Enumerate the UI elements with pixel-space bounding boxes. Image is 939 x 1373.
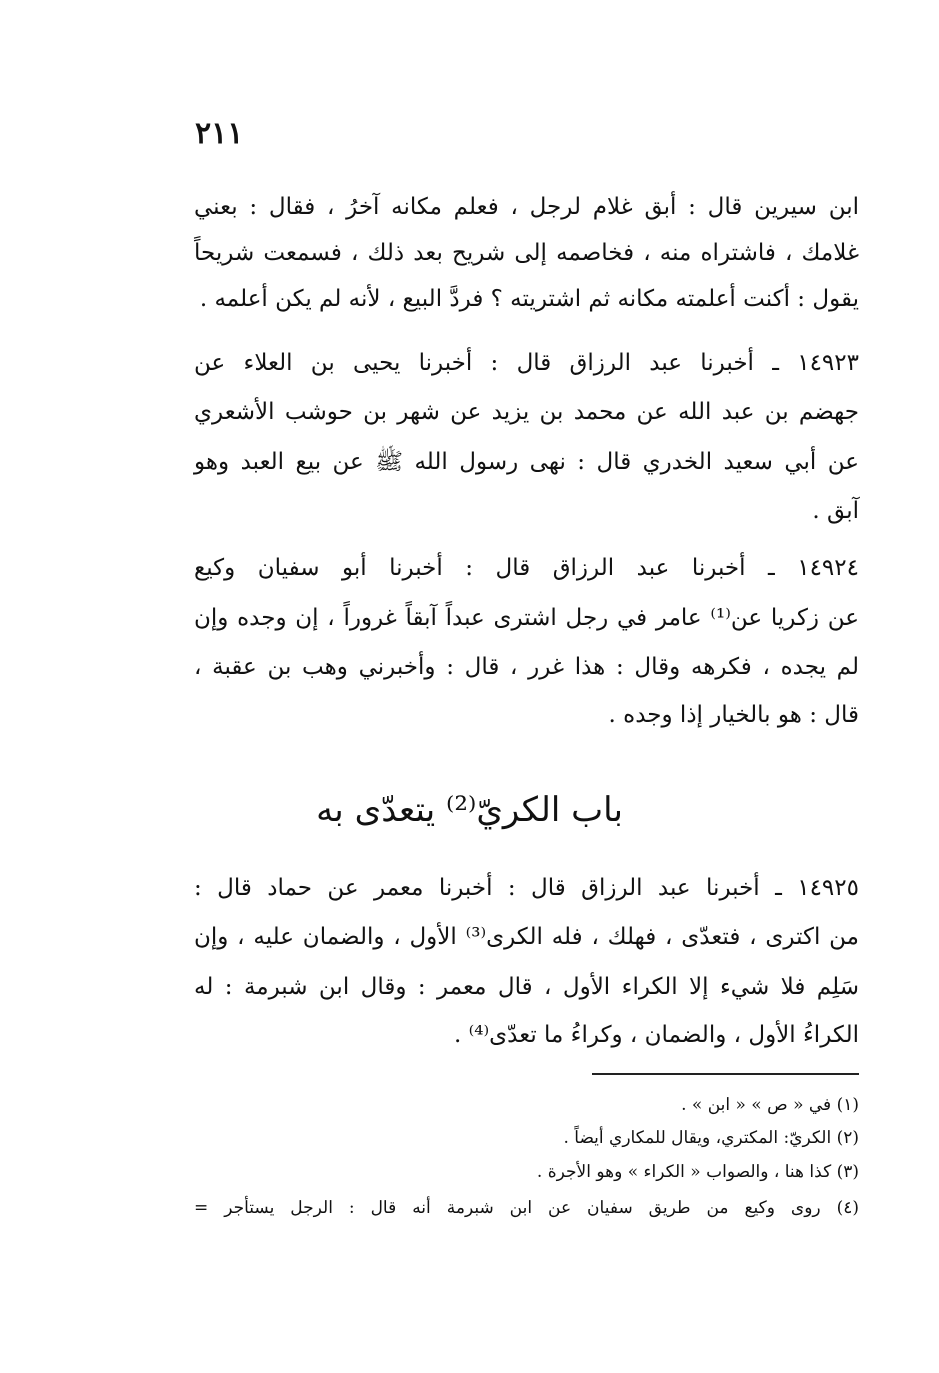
text-line: قال : هو بالخيار إذا وجده . (608, 702, 859, 728)
text-line: سَلِم فلا شيء إلا الكراء الأول ، قال معمر : وقال ابن شبرمة : له (194, 974, 859, 1000)
footnote-separator (592, 1073, 859, 1075)
text-line: غلامك ، فاشتراه منه ، فخاصمه إلى شريح بعد ذلك ، فسمعت شريحاً (194, 240, 859, 266)
text-line: ١٤٩٢٤ ـ أخبرنا عبد الرزاق قال : أخبرنا أبو سفيان وكيع (194, 555, 859, 581)
text-line: لم يجده ، فكرهه وقال : هذا غرر ، قال : وأخبرني وهب بن عقبة ، (194, 654, 859, 680)
text-line: آبق . (812, 498, 859, 524)
footnote: (١) في « ص » « ابن » . (681, 1095, 859, 1115)
text-line: ابن سيرين قال : أبق غلام لرجل ، فعلم مكانه آخرُ ، فقال : بعني (194, 194, 859, 220)
text-line: عن زكريا عن⁽¹⁾ عامر في رجل اشترى عبداً آبقاً غروراً ، إن وجده وإن (194, 605, 859, 631)
text-line: من اكترى ، فتعدّى ، فهلك ، فله الكرى⁽³⁾ الأول ، والضمان عليه ، وإن (194, 924, 859, 950)
page-number: ٢١١ (195, 116, 244, 151)
footnote: (٢) الكريّ: المكتري، ويقال للمكاري أيضاً . (563, 1128, 859, 1148)
text-line: عن أبي سعيد الخدري قال : نهى رسول الله ﷺ عن بيع العبد وهو (194, 449, 859, 475)
text-line: الكراءُ الأول ، والضمان ، وكراءُ ما تعدّى⁽⁴⁾ . (453, 1022, 859, 1048)
section-heading: باب الكريّ⁽²⁾ يتعدّى به (316, 790, 623, 830)
footnote: (٤) روى وكيع من طريق سفيان عن ابن شبرمة أنه قال : الرجل يستأجر = (194, 1198, 859, 1218)
text-line: يقول : أكنت أعلمته مكانه ثم اشتريته ؟ فردَّ البيع ، لأنه لم يكن أعلمه . (199, 286, 859, 312)
text-line: ١٤٩٢٥ ـ أخبرنا عبد الرزاق قال : أخبرنا معمر عن حماد قال : (194, 875, 859, 901)
text-line: ١٤٩٢٣ ـ أخبرنا عبد الرزاق قال : أخبرنا يحيى بن العلاء عن (194, 350, 859, 376)
footnote: (٣) كذا هنا ، والصواب « الكراء » وهو الأجرة . (536, 1162, 859, 1182)
text-line: جهضم بن عبد الله عن محمد بن يزيد عن شهر بن حوشب الأشعري (194, 399, 859, 425)
